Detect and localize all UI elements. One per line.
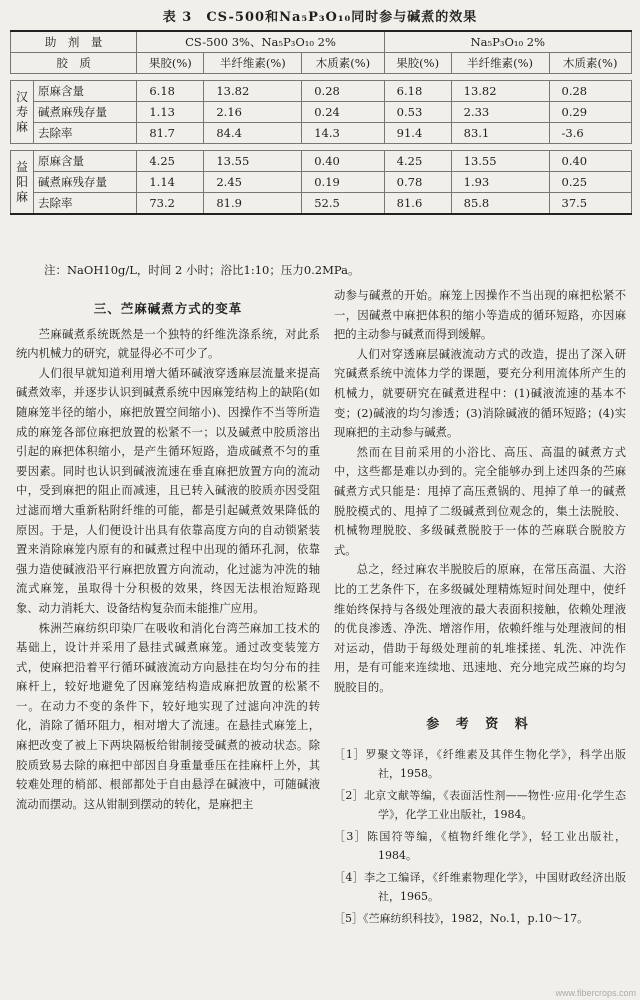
- table-cell: 0.53: [384, 102, 451, 123]
- table-note: 注：NaOH10g/L，时间 2 小时；浴比1:10；压力0.2MPa。: [44, 263, 360, 277]
- table-group-label: 汉寿麻: [11, 81, 34, 144]
- table-col-header: 半纤维素(%): [204, 53, 302, 74]
- reference-item: ［2］北京文献等编，《表面活性剂——物性·应用·化学生态学》，化学工业出版社，1984。: [334, 789, 626, 822]
- paragraph: 苎麻碱煮系统既然是一个独特的纤维洗涤系统，对此系统内机械力的研究，就显得必不可少了。: [16, 327, 320, 361]
- table-cell: 81.7: [137, 123, 204, 144]
- table-row: [11, 172, 632, 193]
- table-cell: 0.29: [549, 102, 631, 123]
- section-heading: 三、苎麻碱煮方式的变革: [93, 301, 243, 316]
- table-cell: 2.45: [204, 172, 302, 193]
- table-spacer: [11, 74, 632, 81]
- table-cell: 81.6: [384, 193, 451, 215]
- table-cell: 4.25: [137, 151, 204, 172]
- table-group-label: 益阳麻: [11, 151, 34, 215]
- table-cell: 0.28: [302, 81, 384, 102]
- table-cell: 73.2: [137, 193, 204, 215]
- paragraph: 然而在目前采用的小浴比、高压、高温的碱煮方式中，这些都是难以办到的。完全能够办到上述四条的苎麻碱煮方式只能是：甩掉了高压煮锅的、甩掉了单一的碱煮脱胶模式的、甩掉了二级碱煮到位观念的，集土法脱胶、机械物理脱胶、多级碱煮脱胶于一体的苎麻联合脱胶方式。: [334, 445, 626, 557]
- table-row-label: 去除率: [34, 193, 137, 215]
- table-cell: 0.24: [302, 102, 384, 123]
- references-heading: 参 考 资 料: [426, 717, 534, 733]
- table-cell: 0.78: [384, 172, 451, 193]
- table-header-group-a: CS-500 3%、Na₅P₃O₁₀ 2%: [137, 31, 384, 53]
- table-cell: 91.4: [384, 123, 451, 144]
- table-cell: 0.28: [549, 81, 631, 102]
- table-cell: 13.55: [204, 151, 302, 172]
- table-cell: 1.14: [137, 172, 204, 193]
- table-cell: 1.13: [137, 102, 204, 123]
- table-cell: 1.93: [451, 172, 549, 193]
- table-cell: 0.40: [549, 151, 631, 172]
- table-cell: -3.6: [549, 123, 631, 144]
- right-column: [334, 286, 626, 931]
- table-cell: 13.82: [204, 81, 302, 102]
- table-cell: 2.16: [204, 102, 302, 123]
- paragraph: 株洲苎麻纺织印染厂在吸收和消化台湾苎麻加工技术的基础上，设计并采用了悬挂式碱煮麻笼。通过改变装笼方式，使麻把沿着平行循环碱液流动方向悬挂在均匀分布的挂麻杆上，较好地避免了因麻笼结构造成麻把放置的松紧不一。在动力不变的条件下，较好地实现了过滤向冲洗的转化，消除了循环阻力，相对增大了流速。在悬挂式麻笼上，麻把改变了被上下两块隔板给钳制接受碱煮的被动状态。除胶质致易去除的麻把中部因自身重量垂压在挂麻杆上外，其较难处理的梢部、根部都处于自由悬浮在碱液中，可随碱液流动而摆动。这从钳制到摆动的转化，是麻把主: [16, 621, 320, 811]
- table-row-label: 碱煮麻残存量: [34, 102, 137, 123]
- table-cell: 0.25: [549, 172, 631, 193]
- table-title: 表 3 CS-500和Na₅P₃O₁₀同时参与碱煮的效果: [162, 10, 478, 25]
- table-row: [11, 102, 632, 123]
- table-col-header: 果胶(%): [137, 53, 204, 74]
- table-cell: 13.55: [451, 151, 549, 172]
- table-col-header: 果胶(%): [384, 53, 451, 74]
- table-col-header: 木质素(%): [302, 53, 384, 74]
- table-col-header: 半纤维素(%): [451, 53, 549, 74]
- paragraph: 人们对穿透麻层碱液流动方式的改造，提出了深入研究碱煮系统中流体力学的课题，要充分利用流体所产生的机械力，就要研究在碱煮进程中：(1)碱液流速的基本不变；(2)碱液的均匀渗透；(3)消除碱液的循环短路；(4)实现麻把的主动参与碱煮。: [334, 347, 626, 440]
- table-row-label: 原麻含量: [34, 151, 137, 172]
- results-table: [10, 30, 632, 215]
- table-cell: 84.4: [204, 123, 302, 144]
- reference-item: ［4］李之工编译，《纤维素物理化学》，中国财政经济出版社，1965。: [334, 871, 626, 904]
- paragraph: 总之，经过麻农半脱胶后的原麻，在常压高温、大浴比的工艺条件下，在多级碱处理精炼短时间处理中，使纤维始终保持与各级处理液的最大表面积接触，依赖处理液的优良渗透、净洗、增溶作用，依赖纤维与处理液间的相对运动，借助于每级处理前的轧堆揉搓、轧洗、冲洗作用，是有可能来连续地、迅速地、充分地完成苎麻的均匀脱胶目的。: [334, 563, 626, 694]
- table-cell: 13.82: [451, 81, 549, 102]
- table-cell: 2.33: [451, 102, 549, 123]
- table-col-header: 木质素(%): [549, 53, 631, 74]
- paragraph: 人们很早就知道利用增大循环碱液穿透麻层流量来提高碱煮效率，并逐步认识到碱煮系统中因麻笼结构上的缺陷(如随麻笼半径的缩小，麻把放置空间缩小)、因操作不当等所造成的麻笼各部位麻把放置的松紧不一；以及碱煮中胶质溶出引起的麻把体积缩小，是产生循环短路，造成碱煮不匀的重要因素。同时也认识到碱液流速在垂直麻把放置方向的流动中，受到麻把的阻止而减速，且已转入碱液的胶质亦因受阻过滤而增大重新粘附纤维的可能，都是引起碱煮效果降低的原因。于是，人们便设计出具有依靠高度方向的自动锁紧装置来消除麻笼内原有的和碱煮过程中出现的循环孔洞，依靠强力造使碱液沿平行麻把放置方向流动，化过滤为冲洗的轴流式麻笼，虽取得十分积极的效果，终因无法根治短路现象、动力消耗大、设备结构复杂而未能推广应用。: [16, 366, 320, 615]
- watermark: www.fibercrops.com: [555, 988, 636, 998]
- table-cell: 4.25: [384, 151, 451, 172]
- table-cell: 85.8: [451, 193, 549, 215]
- table-row-label: 原麻含量: [34, 81, 137, 102]
- table-row: [11, 123, 632, 144]
- table-row-label: 去除率: [34, 123, 137, 144]
- table-row: [11, 81, 632, 102]
- table-cell: 14.3: [302, 123, 384, 144]
- paragraph: 动参与碱煮的开始。麻笼上因操作不当出现的麻把松紧不一，因碱煮中麻把体积的缩小等造成的循环短路，亦因麻把的主动参与碱煮而得到缓解。: [334, 289, 626, 342]
- table-row: [11, 193, 632, 215]
- table-cell: 0.19: [302, 172, 384, 193]
- table-cell: 0.40: [302, 151, 384, 172]
- table-cell: 37.5: [549, 193, 631, 215]
- reference-item: ［1］罗聚文等译，《纤维素及其伴生物化学》，科学出版社，1958。: [334, 748, 626, 781]
- table-row: [11, 151, 632, 172]
- table-cell: 6.18: [137, 81, 204, 102]
- table-header-label: 助 剂 量: [11, 31, 137, 53]
- table-cell: 6.18: [384, 81, 451, 102]
- table-header-group-b: Na₅P₃O₁₀ 2%: [384, 31, 631, 53]
- table-cell: 83.1: [451, 123, 549, 144]
- reference-item: ［3］陈国符等编，《植物纤维化学》，轻工业出版社，1984。: [334, 830, 626, 863]
- table-header-colloid: 胶 质: [11, 53, 137, 74]
- table-row-label: 碱煮麻残存量: [34, 172, 137, 193]
- left-column: [16, 295, 320, 814]
- table-spacer: [11, 144, 632, 151]
- table-cell: 52.5: [302, 193, 384, 215]
- reference-item: ［5］《苎麻纺织科技》，1982，No.1，p.10～17。: [334, 912, 589, 926]
- table-cell: 81.9: [204, 193, 302, 215]
